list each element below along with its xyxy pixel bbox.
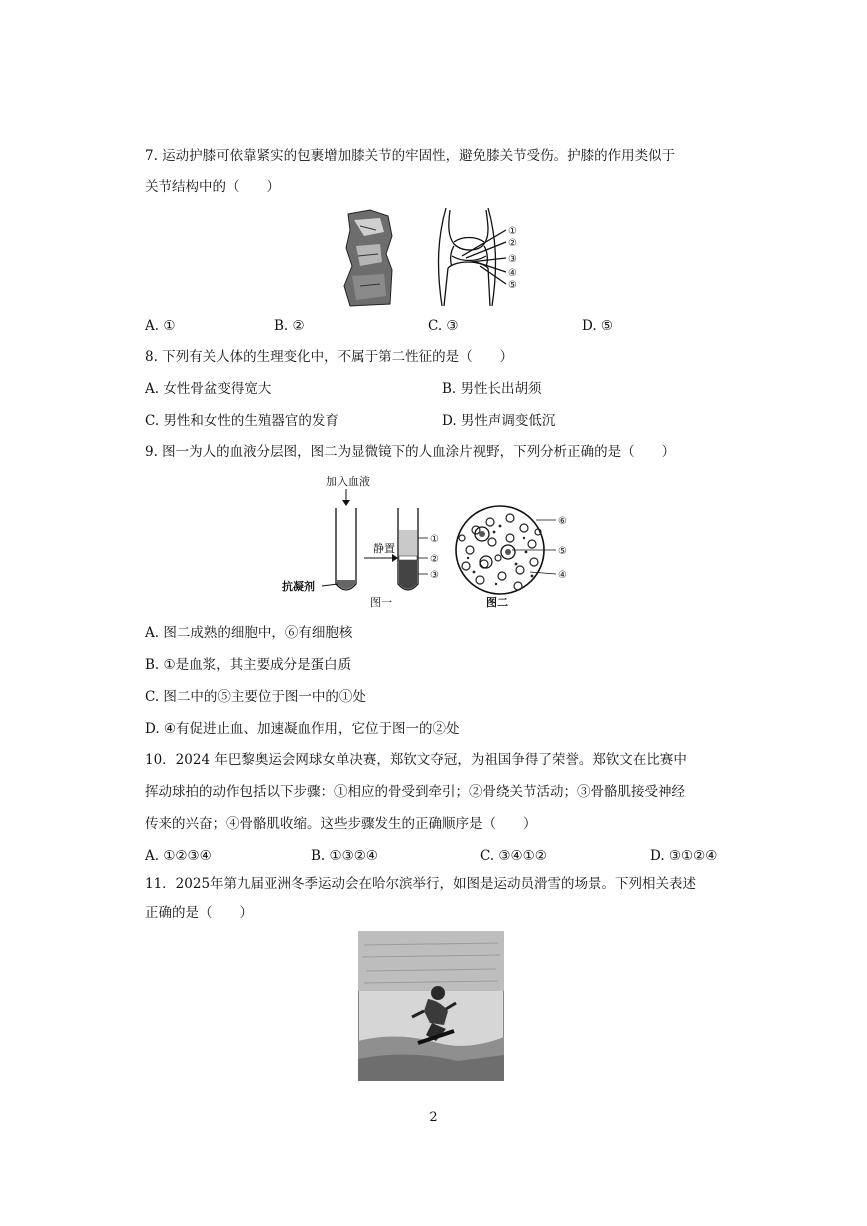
q10-option-a[interactable]: A. ①②③④ bbox=[145, 848, 212, 864]
tube-layer-labels bbox=[418, 534, 439, 581]
q7-stem-line1: 7. 运动护膝可依靠紧实的包裹增加膝关节的牢固性，避免膝关节受伤。护膝的作用类似于 bbox=[145, 148, 676, 164]
q7-option-a[interactable]: A. ① bbox=[145, 318, 176, 334]
q10-option-b[interactable]: B. ①③②④ bbox=[311, 848, 378, 864]
q11-stem-line2: 正确的是（ ） bbox=[145, 905, 253, 921]
q7-option-d[interactable]: D. ⑤ bbox=[582, 318, 614, 334]
knee-photo bbox=[344, 210, 392, 306]
joint-label-3: ③ bbox=[508, 254, 517, 265]
test-tube-2 bbox=[398, 508, 418, 590]
smear-label-5: ⑤ bbox=[558, 546, 567, 557]
q10-stem-line2: 挥动球拍的动作包括以下步骤：①相应的骨受到牵引；②骨绕关节活动；③骨骼肌接受神经 bbox=[145, 784, 685, 800]
tube-label-2: ② bbox=[430, 554, 439, 565]
smear-label-4: ④ bbox=[558, 570, 567, 581]
joint-label-4: ④ bbox=[508, 268, 517, 279]
q10-option-c[interactable]: C. ③④①② bbox=[480, 848, 547, 864]
q7-option-b[interactable]: B. ② bbox=[274, 318, 305, 334]
q8-option-b[interactable]: B. 男性长出胡须 bbox=[442, 381, 542, 397]
tube-label-3: ③ bbox=[430, 570, 439, 581]
q9-option-a[interactable]: A. 图二成熟的细胞中，⑥有细胞核 bbox=[145, 625, 353, 641]
q9-stem: 9. 图一为人的血液分层图，图二为显微镜下的人血涂片视野，下列分析正确的是（ ） bbox=[145, 444, 676, 460]
q7-stem-line2: 关节结构中的（ ） bbox=[145, 179, 280, 195]
q9-option-c[interactable]: C. 图二中的⑤主要位于图一中的①处 bbox=[145, 689, 366, 705]
q10-stem-line3: 传来的兴奋；④骨骼肌收缩。这些步骤发生的正确顺序是（ ） bbox=[145, 816, 537, 832]
add-blood-label: 加入血液 bbox=[326, 475, 370, 488]
q7-option-c[interactable]: C. ③ bbox=[428, 318, 459, 334]
q10-option-d[interactable]: D. ③①②④ bbox=[650, 848, 718, 864]
anticoagulant-label: 抗凝剂 bbox=[282, 580, 315, 593]
knee-joint-figure bbox=[330, 206, 530, 312]
q11-stem-line1: 11．2025年第九届亚洲冬季运动会在哈尔滨举行，如图是运动员滑雪的场景。下列相关表述 bbox=[145, 876, 697, 892]
q8-option-c[interactable]: C. 男性和女性的生殖器官的发育 bbox=[145, 413, 339, 429]
arrow-head-icon bbox=[342, 500, 350, 506]
joint-label-5: ⑤ bbox=[508, 280, 517, 291]
page-number: 2 bbox=[429, 1110, 438, 1125]
smear-label-6: ⑥ bbox=[558, 516, 567, 527]
fig2-caption: 图二 bbox=[486, 596, 508, 609]
settle-label: 静置 bbox=[373, 542, 395, 555]
q8-option-a[interactable]: A. 女性骨盆变得宽大 bbox=[145, 381, 272, 397]
settle-arrow-head-icon bbox=[392, 554, 398, 562]
joint-diagram bbox=[439, 208, 506, 306]
tube-label-1: ① bbox=[430, 534, 439, 545]
q10-stem-line1: 10．2024 年巴黎奥运会网球女单决赛，郑钦文夺冠，为祖国争得了荣誉。郑钦文在比赛中 bbox=[145, 752, 687, 768]
blood-figure bbox=[280, 472, 600, 612]
joint-label-1: ① bbox=[508, 226, 517, 237]
joint-number-labels bbox=[508, 226, 517, 291]
q9-option-b[interactable]: B. ①是血浆，其主要成分是蛋白质 bbox=[145, 657, 352, 673]
test-tube-1 bbox=[336, 508, 356, 590]
q8-option-d[interactable]: D. 男性声调变低沉 bbox=[442, 413, 556, 429]
q9-option-d[interactable]: D. ④有促进止血、加速凝血作用，它位于图一的②处 bbox=[145, 721, 460, 737]
skier-photo bbox=[358, 931, 504, 1081]
q8-stem: 8. 下列有关人体的生理变化中，不属于第二性征的是（ ） bbox=[145, 349, 514, 365]
fig1-caption: 图一 bbox=[370, 596, 392, 609]
joint-label-2: ② bbox=[508, 238, 517, 249]
